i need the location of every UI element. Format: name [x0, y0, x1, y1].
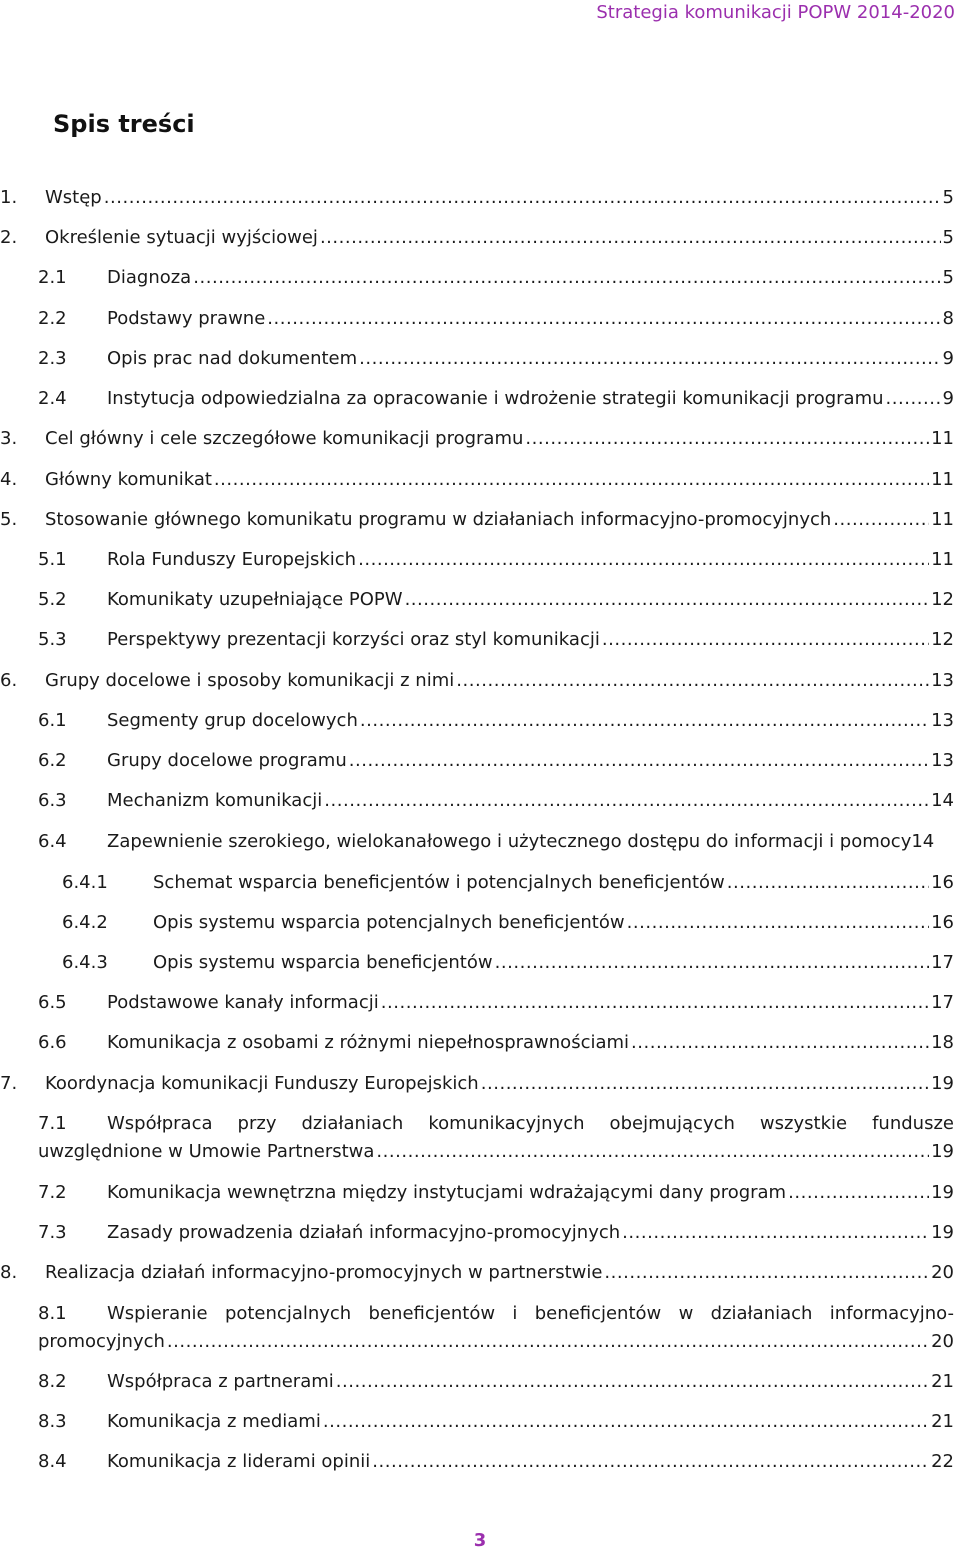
toc-entry-page: 21	[931, 1411, 954, 1432]
toc-entry-title: Realizacja działań informacyjno-promocyjnych w partnerstwie	[45, 1262, 603, 1283]
dot-leader	[631, 1029, 929, 1057]
toc-entry-8-2[interactable]	[38, 1368, 954, 1396]
toc-entry-7-3[interactable]	[38, 1219, 954, 1247]
toc-entry-title: Diagnoza	[107, 267, 192, 288]
toc-entry-title: Komunikacja z osobami z różnymi niepełnosprawnościami	[107, 1032, 630, 1053]
toc-entry-page: 9	[942, 348, 954, 369]
dot-leader	[214, 466, 929, 494]
toc-entry-4[interactable]	[0, 466, 954, 494]
toc-entry-title-line2: promocyjnych	[38, 1331, 165, 1352]
dot-leader	[886, 385, 941, 413]
toc-entry-number: 2.1	[38, 267, 67, 288]
dot-leader	[788, 1179, 929, 1207]
toc-entry-title: Stosowanie głównego komunikatu programu w działaniach informacyjno-promocyjnych	[45, 509, 832, 530]
toc-entry-page: 19	[931, 1222, 954, 1243]
toc-entry-2-2[interactable]	[38, 305, 954, 333]
toc-entry-number: 4.	[0, 469, 18, 490]
dot-leader	[525, 425, 929, 453]
toc-entry-6-3[interactable]	[38, 787, 954, 815]
toc-entry-title: Instytucja odpowiedzialna za opracowanie i wdrożenie strategii komunikacji programu	[107, 388, 884, 409]
toc-entry-page: 11	[931, 549, 954, 570]
toc-entry-title: Opis systemu wsparcia beneficjentów	[153, 952, 493, 973]
toc-entry-5-1[interactable]	[38, 546, 954, 574]
toc-entry-page: 17	[931, 992, 954, 1013]
toc-entry-title: Opis prac nad dokumentem	[107, 348, 358, 369]
toc-entry-title: Główny komunikat	[45, 469, 212, 490]
toc-entry-title: Segmenty grup docelowych	[107, 710, 358, 731]
toc-entry-page: 11	[931, 469, 954, 490]
dot-leader	[622, 1219, 929, 1247]
toc-entry-title: Schemat wsparcia beneficjentów i potencjalnych beneficjentów	[153, 872, 725, 893]
toc-entry-5-2[interactable]	[38, 586, 954, 614]
toc-entry-page: 19	[931, 1141, 954, 1162]
toc-entry-title: Komunikaty uzupełniające POPW	[107, 589, 403, 610]
toc-entry-page: 13	[931, 670, 954, 691]
toc-entry-page: 12	[931, 589, 954, 610]
dot-leader	[376, 1138, 929, 1166]
dot-leader	[727, 869, 929, 897]
toc-entry-title: Określenie sytuacji wyjściowej	[45, 227, 318, 248]
toc-entry-title-line1: Współpraca przy działaniach komunikacyjnych obejmujących wszystkie fundusze	[107, 1113, 954, 1134]
toc-entry-1[interactable]	[0, 184, 954, 212]
toc-entry-page: 11	[931, 509, 954, 530]
toc-entry-2[interactable]	[0, 224, 954, 252]
toc-entry-7-2[interactable]	[38, 1179, 954, 1207]
toc-entry-number: 6.	[0, 670, 18, 691]
toc-entry-6-4[interactable]	[38, 828, 954, 856]
toc-entry-number: 6.2	[38, 750, 67, 771]
dot-leader	[833, 506, 929, 534]
toc-entry-page: 20	[931, 1262, 954, 1283]
toc-entry-number: 7.2	[38, 1182, 67, 1203]
toc-entry-page: 5	[942, 187, 954, 208]
toc-entry-title: Grupy docelowe programu	[107, 750, 347, 771]
dot-leader	[349, 747, 929, 775]
toc-entry-number: 3.	[0, 428, 18, 449]
toc-entry-8[interactable]	[0, 1259, 954, 1287]
toc-entry-2-4[interactable]	[38, 385, 954, 413]
toc-entry-page: 8	[942, 308, 954, 329]
toc-entry-6-2[interactable]	[38, 747, 954, 775]
dot-leader	[336, 1368, 929, 1396]
toc-entry-3[interactable]	[0, 425, 954, 453]
dot-leader	[381, 989, 929, 1017]
dot-leader	[193, 264, 940, 292]
toc-entry-number: 6.4	[38, 831, 67, 852]
toc-entry-number: 7.	[0, 1073, 18, 1094]
toc-entry-page: 5	[942, 227, 954, 248]
toc-entry-number: 5.2	[38, 589, 67, 610]
toc-entry-number: 7.1	[38, 1113, 67, 1134]
toc-entry-8-1[interactable]	[38, 1300, 954, 1356]
toc-entry-title: Opis systemu wsparcia potencjalnych beneficjentów	[153, 912, 625, 933]
toc-entry-number: 8.3	[38, 1411, 67, 1432]
toc-entry-number: 5.	[0, 509, 18, 530]
toc-entry-number: 2.	[0, 227, 18, 248]
toc-entry-title: Koordynacja komunikacji Funduszy Europejskich	[45, 1073, 479, 1094]
running-header-title: Strategia komunikacji POPW 2014-2020	[596, 2, 955, 23]
toc-entry-title: Perspektywy prezentacji korzyści oraz styl komunikacji	[107, 629, 600, 650]
dot-leader	[267, 305, 940, 333]
toc-entry-title-line1: Wspieranie potencjalnych beneficjentów i beneficjentów w działaniach informacyjno-	[107, 1303, 954, 1324]
toc-entry-number: 6.4.2	[62, 912, 108, 933]
toc-entry-title-line2: uwzględnione w Umowie Partnerstwa	[38, 1141, 375, 1162]
dot-leader	[495, 949, 929, 977]
toc-entry-title: Podstawowe kanały informacji	[107, 992, 379, 1013]
toc-entry-number: 7.3	[38, 1222, 67, 1243]
toc-entry-number: 8.	[0, 1262, 18, 1283]
toc-entry-title: Mechanizm komunikacji	[107, 790, 323, 811]
toc-entry-page: 14	[911, 831, 935, 852]
toc-entry-page: 21	[931, 1371, 954, 1392]
dot-leader	[358, 546, 929, 574]
toc-entry-number: 5.3	[38, 629, 67, 650]
dot-leader	[604, 1259, 929, 1287]
toc-entry-title: Komunikacja wewnętrzna między instytucjami wdrażającymi dany program	[107, 1182, 787, 1203]
toc-entry-title: Komunikacja z mediami	[107, 1411, 321, 1432]
toc-entry-2-3[interactable]	[38, 345, 954, 373]
toc-entry-5-3[interactable]	[38, 626, 954, 654]
toc-entry-7-1[interactable]	[38, 1110, 954, 1166]
toc-entry-title: Rola Funduszy Europejskich	[107, 549, 357, 570]
toc-entry-page: 20	[931, 1331, 954, 1352]
toc-entry-6-4-1[interactable]	[62, 869, 954, 897]
toc-entry-6[interactable]	[0, 667, 954, 695]
toc-entry-number: 5.1	[38, 549, 67, 570]
toc-entry-page: 16	[931, 872, 954, 893]
toc-entry-title: Cel główny i cele szczegółowe komunikacji programu	[45, 428, 524, 449]
dot-leader	[324, 787, 929, 815]
toc-entry-page: 11	[931, 428, 954, 449]
dot-leader	[372, 1448, 929, 1476]
toc-entry-number: 1.	[0, 187, 18, 208]
toc-entry-number: 2.2	[38, 308, 67, 329]
toc-entry-page: 19	[931, 1182, 954, 1203]
dot-leader	[359, 345, 940, 373]
toc-entry-page: 19	[931, 1073, 954, 1094]
toc-entry-page: 12	[931, 629, 954, 650]
toc-entry-title: Podstawy prawne	[107, 308, 266, 329]
toc-entry-6-4-3[interactable]	[62, 949, 954, 977]
toc-entry-8-3[interactable]	[38, 1408, 954, 1436]
toc-entry-page: 16	[931, 912, 954, 933]
dot-leader	[481, 1070, 929, 1098]
dot-leader	[360, 707, 929, 735]
toc-entry-7[interactable]	[0, 1070, 954, 1098]
dot-leader	[405, 586, 930, 614]
toc-entry-number: 6.6	[38, 1032, 67, 1053]
toc-entry-page: 5	[942, 267, 954, 288]
dot-leader	[627, 909, 929, 937]
toc-entry-page: 14	[931, 790, 954, 811]
toc-entry-2-1[interactable]	[38, 264, 954, 292]
dot-leader	[104, 184, 941, 212]
dot-leader	[320, 224, 941, 252]
toc-entry-number: 6.5	[38, 992, 67, 1013]
toc-entry-title: Zasady prowadzenia działań informacyjno-promocyjnych	[107, 1222, 621, 1243]
toc-entry-page: 9	[942, 388, 954, 409]
dot-leader	[456, 667, 929, 695]
toc-entry-page: 17	[931, 952, 954, 973]
toc-entry-number: 8.2	[38, 1371, 67, 1392]
toc-entry-number: 2.3	[38, 348, 67, 369]
toc-entry-title: Zapewnienie szerokiego, wielokanałowego i użytecznego dostępu do informacji i pomocy	[107, 831, 912, 852]
toc-entry-5[interactable]	[0, 506, 954, 534]
toc-entry-number: 8.4	[38, 1451, 67, 1472]
toc-entry-page: 13	[931, 750, 954, 771]
toc-entry-number: 6.1	[38, 710, 67, 731]
toc-entry-number: 6.4.3	[62, 952, 108, 973]
toc-entry-8-4[interactable]	[38, 1448, 954, 1476]
toc-entry-title: Komunikacja z liderami opinii	[107, 1451, 371, 1472]
page-number: 3	[473, 1530, 487, 1551]
toc-entry-6-1[interactable]	[38, 707, 954, 735]
dot-leader	[323, 1408, 929, 1436]
toc-entry-6-4-2[interactable]	[62, 909, 954, 937]
dot-leader	[602, 626, 929, 654]
toc-entry-title: Grupy docelowe i sposoby komunikacji z nimi	[45, 670, 455, 691]
dot-leader	[167, 1328, 929, 1356]
toc-entry-page: 13	[931, 710, 954, 731]
toc-entry-number: 6.4.1	[62, 872, 108, 893]
toc-entry-number: 6.3	[38, 790, 67, 811]
toc-entry-title: Współpraca z partnerami	[107, 1371, 334, 1392]
toc-entry-title: Wstęp	[45, 187, 102, 208]
toc-entry-number: 2.4	[38, 388, 67, 409]
toc-entry-6-6[interactable]	[38, 1029, 954, 1057]
toc-entry-6-5[interactable]	[38, 989, 954, 1017]
toc-entry-number: 8.1	[38, 1303, 67, 1324]
toc-entry-page: 22	[931, 1451, 954, 1472]
toc-entry-page: 18	[931, 1032, 954, 1053]
toc-heading: Spis treści	[53, 110, 195, 138]
